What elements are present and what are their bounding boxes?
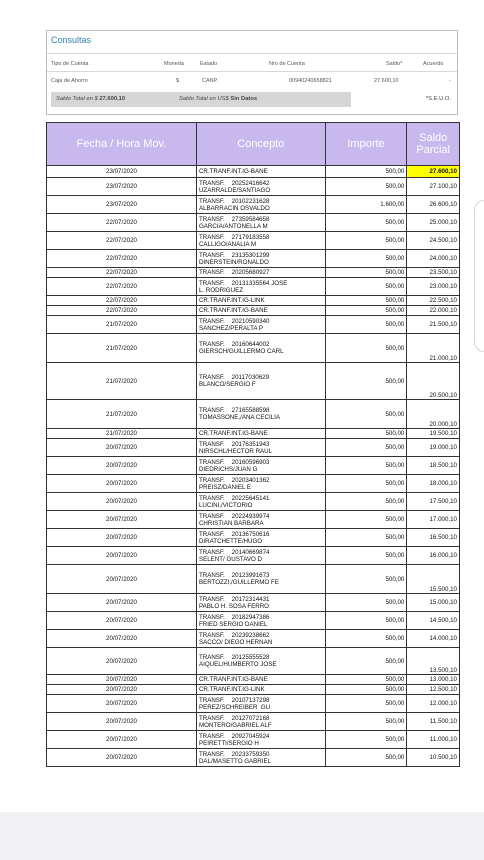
saldo-cell: 17.000,10 bbox=[407, 511, 460, 529]
concepto-cell: TRANSF. 27359584658 GARCIA/ANTONELLA M bbox=[196, 214, 325, 232]
table-row bbox=[47, 296, 460, 306]
fecha-cell: 20/07/2020 bbox=[47, 685, 197, 695]
header-moneda: Moneda bbox=[164, 61, 184, 67]
consultas-title: Consultas bbox=[51, 35, 92, 45]
header-saldo-parcial: Saldo Parcial bbox=[407, 123, 460, 166]
header-concepto: Concepto bbox=[196, 123, 325, 166]
importe-cell: 500,00 bbox=[325, 334, 407, 363]
concepto-cell: TRANSF. 20239238662 SACCO/ DIEGO HERNAN bbox=[196, 630, 325, 648]
saldo-cell: 21.000,10 bbox=[407, 334, 460, 363]
saldo-cell: 12.000,10 bbox=[407, 695, 460, 713]
importe-cell: 500,00 bbox=[325, 695, 407, 713]
movements-table-wrap bbox=[46, 122, 460, 767]
concepto-cell: TRANSF. 20203401362 PREISZ/DANIEL E bbox=[196, 475, 325, 493]
table-body bbox=[47, 166, 460, 767]
importe-cell: 500,00 bbox=[325, 675, 407, 685]
fecha-cell: 22/07/2020 bbox=[47, 278, 197, 296]
table-row bbox=[47, 429, 460, 439]
importe-cell: 500,00 bbox=[325, 232, 407, 250]
importe-cell: 500,00 bbox=[325, 565, 407, 594]
table-row bbox=[47, 695, 460, 713]
saldo-cell: 16.500,10 bbox=[407, 529, 460, 547]
fecha-cell: 20/07/2020 bbox=[47, 547, 197, 565]
fecha-cell: 22/07/2020 bbox=[47, 306, 197, 316]
saldo-cell: 24.000,10 bbox=[407, 250, 460, 268]
table-row bbox=[47, 493, 460, 511]
saldo-cell: 14.500,10 bbox=[407, 612, 460, 630]
saldo-cell: 26.600,10 bbox=[407, 196, 460, 214]
fecha-cell: 22/07/2020 bbox=[47, 232, 197, 250]
table-row bbox=[47, 565, 460, 594]
concepto-cell: TRANSF. 20123991673 BERTOZZI,/GUILLERMO FE bbox=[196, 565, 325, 594]
table-row bbox=[47, 731, 460, 749]
saldo-cell: 15.000,10 bbox=[407, 594, 460, 612]
concepto-cell: TRANSF. 20182947386 FRIED SERGIO DANIEL bbox=[196, 612, 325, 630]
concepto-cell: TRANSF. 20233759350 DAL/MASETTO GABRIEL bbox=[196, 749, 325, 767]
fecha-cell: 20/07/2020 bbox=[47, 648, 197, 675]
importe-cell: 500,00 bbox=[325, 268, 407, 278]
account-acuerdo: - bbox=[449, 78, 451, 84]
saldo-cell: 14.000,10 bbox=[407, 630, 460, 648]
concepto-cell: TRANSF. 20127072168 MONTERO/GABRIEL ALF bbox=[196, 713, 325, 731]
fecha-cell: 20/07/2020 bbox=[47, 749, 197, 767]
table-row bbox=[47, 439, 460, 457]
importe-cell: 500,00 bbox=[325, 306, 407, 316]
saldo-cell: 17.500,10 bbox=[407, 493, 460, 511]
table-row bbox=[47, 630, 460, 648]
saldo-total-pesos: Saldo Total en $ 27.600,10 bbox=[56, 96, 126, 102]
concepto-cell: TRANSF. 20125555528 AIQUEL/HUMBERTO JOSE bbox=[196, 648, 325, 675]
saldo-cell: 18.000,10 bbox=[407, 475, 460, 493]
importe-cell: 500,00 bbox=[325, 612, 407, 630]
concepto-cell: TRANSF. 20107137298 PEREZ/SCHREIBER GU bbox=[196, 695, 325, 713]
concepto-cell: TRANSF. 20117030629 BLANCO/SERGIO F bbox=[196, 363, 325, 400]
importe-cell: 500,00 bbox=[325, 439, 407, 457]
saldo-cell: 22.000,10 bbox=[407, 306, 460, 316]
concepto-cell: TRANSF. 20252416642 UZARRALDE/SANTIAGO bbox=[196, 178, 325, 196]
importe-cell: 500,00 bbox=[325, 713, 407, 731]
fecha-cell: 20/07/2020 bbox=[47, 457, 197, 475]
account-moneda: $ bbox=[176, 78, 180, 84]
fecha-cell: 20/07/2020 bbox=[47, 675, 197, 685]
fecha-cell: 23/07/2020 bbox=[47, 166, 197, 178]
concepto-cell: CR.TRANF.INT.IG-LINK bbox=[196, 685, 325, 695]
fecha-cell: 20/07/2020 bbox=[47, 612, 197, 630]
saldo-cell: 19.000,10 bbox=[407, 439, 460, 457]
concepto-cell: TRANSF. 20136750616 DIRATCHETTE/HUGO bbox=[196, 529, 325, 547]
fecha-cell: 21/07/2020 bbox=[47, 334, 197, 363]
table-row bbox=[47, 511, 460, 529]
concepto-cell: TRANSF. 20927045924 PEIRETTI/SERGIO H bbox=[196, 731, 325, 749]
account-estado: CANP bbox=[202, 78, 218, 84]
concepto-cell: TRANSF. 20224939974 CHRISTIAN BARBARA bbox=[196, 511, 325, 529]
importe-cell: 500,00 bbox=[325, 511, 407, 529]
fecha-cell: 23/07/2020 bbox=[47, 178, 197, 196]
saldo-cell: 24.500,10 bbox=[407, 232, 460, 250]
seuo-note: *S.E.U.O. bbox=[425, 96, 451, 102]
table-row bbox=[47, 400, 460, 429]
scroll-handle[interactable] bbox=[474, 200, 484, 352]
saldo-cell: 16.000,10 bbox=[407, 547, 460, 565]
concepto-cell: TRANSF. 20225645141 LUCINI,/VICTORIO bbox=[196, 493, 325, 511]
table-row bbox=[47, 278, 460, 296]
fecha-cell: 20/07/2020 bbox=[47, 475, 197, 493]
fecha-cell: 22/07/2020 bbox=[47, 268, 197, 278]
consultas-panel bbox=[46, 30, 458, 115]
importe-cell: 500,00 bbox=[325, 178, 407, 196]
saldo-cell: 23.500,10 bbox=[407, 268, 460, 278]
concepto-cell: TRANSF. 20160644002 GIERSCH/GUILLERMO CARL bbox=[196, 334, 325, 363]
table-row bbox=[47, 334, 460, 363]
table-header-row bbox=[47, 123, 460, 166]
saldo-cell: 13.500,10 bbox=[407, 648, 460, 675]
importe-cell: 500,00 bbox=[325, 475, 407, 493]
fecha-cell: 20/07/2020 bbox=[47, 493, 197, 511]
saldo-cell: 10.500,10 bbox=[407, 749, 460, 767]
account-nro: 00940240658821 bbox=[289, 78, 332, 84]
fecha-cell: 22/07/2020 bbox=[47, 296, 197, 306]
concepto-cell: TRANSF. 20210590340 SANCHEZ/PERALTA P bbox=[196, 316, 325, 334]
saldo-total-usd: Saldo Total en US$ Sin Datos bbox=[179, 96, 258, 102]
importe-cell: 500,00 bbox=[325, 316, 407, 334]
fecha-cell: 21/07/2020 bbox=[47, 316, 197, 334]
concepto-cell: CR.TRANF.INT.IG-BANE bbox=[196, 429, 325, 439]
importe-cell: 500,00 bbox=[325, 547, 407, 565]
concepto-cell: TRANSF. 20160596903 DIEDRICHS/JUAN G bbox=[196, 457, 325, 475]
importe-cell: 500,00 bbox=[325, 529, 407, 547]
table-row bbox=[47, 363, 460, 400]
table-row bbox=[47, 196, 460, 214]
fecha-cell: 22/07/2020 bbox=[47, 214, 197, 232]
saldo-total-bar bbox=[51, 92, 351, 107]
importe-cell: 500,00 bbox=[325, 250, 407, 268]
concepto-cell: CR.TRANF.INT.IG-BANE bbox=[196, 166, 325, 178]
saldo-cell: 22.500,10 bbox=[407, 296, 460, 306]
header-acuerdo: Acuerdo bbox=[423, 61, 444, 67]
saldo-cell: 25.000,10 bbox=[407, 214, 460, 232]
fecha-cell: 21/07/2020 bbox=[47, 400, 197, 429]
concepto-cell: TRANSF. 20176351943 NIRSCHL/HECTOR RAUL bbox=[196, 439, 325, 457]
fecha-cell: 20/07/2020 bbox=[47, 695, 197, 713]
table-row bbox=[47, 316, 460, 334]
concepto-cell: CR.TRANF.INT.IG-BANE bbox=[196, 306, 325, 316]
fecha-cell: 22/07/2020 bbox=[47, 250, 197, 268]
concepto-cell: TRANSF. 20131335564 JOSE L. RODRIGUEZ bbox=[196, 278, 325, 296]
concepto-cell: TRANSF. 23135301299 DINERSTEIN/RONALDO bbox=[196, 250, 325, 268]
concepto-cell: TRANSF. 27179183558 CALLIGO/ANALIA M bbox=[196, 232, 325, 250]
table-row bbox=[47, 306, 460, 316]
concepto-cell: TRANSF. 20102231628 ALBARRACIN OSVALDO bbox=[196, 196, 325, 214]
header-nro: Nro de Cuenta bbox=[269, 61, 305, 67]
movements-table bbox=[46, 122, 460, 767]
saldo-cell: 11.500,10 bbox=[407, 713, 460, 731]
table-row bbox=[47, 594, 460, 612]
saldo-cell: 11.000,10 bbox=[407, 731, 460, 749]
saldo-cell: 19.500,10 bbox=[407, 429, 460, 439]
saldo-cell: 27.100,10 bbox=[407, 178, 460, 196]
divider bbox=[47, 71, 457, 72]
importe-cell: 500,00 bbox=[325, 493, 407, 511]
importe-cell: 500,00 bbox=[325, 363, 407, 400]
fecha-cell: 20/07/2020 bbox=[47, 594, 197, 612]
table-row bbox=[47, 166, 460, 178]
header-tipo: Tipo de Cuenta bbox=[51, 61, 89, 67]
table-row bbox=[47, 214, 460, 232]
concepto-cell: TRANSF. 20172314431 PABLO H. SOSA FERRO bbox=[196, 594, 325, 612]
saldo-cell: 13.000,10 bbox=[407, 675, 460, 685]
concepto-cell: TRANSF. 27165588598 TOMASSONE,/ANA CECILIA bbox=[196, 400, 325, 429]
importe-cell: 500,00 bbox=[325, 648, 407, 675]
table-row bbox=[47, 250, 460, 268]
saldo-cell: 20.000,10 bbox=[407, 400, 460, 429]
concepto-cell: TRANSF. 20140669874 SELENT/ GUSTAVO D bbox=[196, 547, 325, 565]
table-row bbox=[47, 232, 460, 250]
importe-cell: 500,00 bbox=[325, 594, 407, 612]
fecha-cell: 20/07/2020 bbox=[47, 731, 197, 749]
table-row bbox=[47, 612, 460, 630]
importe-cell: 500,00 bbox=[325, 630, 407, 648]
saldo-cell: 21.500,10 bbox=[407, 316, 460, 334]
importe-cell: 500,00 bbox=[325, 457, 407, 475]
fecha-cell: 20/07/2020 bbox=[47, 511, 197, 529]
fecha-cell: 20/07/2020 bbox=[47, 565, 197, 594]
concepto-cell: TRANSF. 20205680927 bbox=[196, 268, 325, 278]
importe-cell: 500,00 bbox=[325, 166, 407, 178]
header-saldo: Saldo* bbox=[386, 61, 403, 67]
importe-cell: 1.600,00 bbox=[325, 196, 407, 214]
table-row bbox=[47, 675, 460, 685]
table-row bbox=[47, 749, 460, 767]
importe-cell: 500,00 bbox=[325, 296, 407, 306]
fecha-cell: 20/07/2020 bbox=[47, 630, 197, 648]
table-row bbox=[47, 457, 460, 475]
importe-cell: 500,00 bbox=[325, 685, 407, 695]
importe-cell: 500,00 bbox=[325, 429, 407, 439]
importe-cell: 500,00 bbox=[325, 749, 407, 767]
table-row bbox=[47, 529, 460, 547]
fecha-cell: 21/07/2020 bbox=[47, 429, 197, 439]
importe-cell: 500,00 bbox=[325, 400, 407, 429]
saldo-cell: 27.600,10 bbox=[407, 166, 460, 178]
table-row bbox=[47, 685, 460, 695]
table-row bbox=[47, 475, 460, 493]
header-importe: Importe bbox=[325, 123, 407, 166]
importe-cell: 500,00 bbox=[325, 214, 407, 232]
saldo-cell: 12.500,10 bbox=[407, 685, 460, 695]
saldo-cell: 15.500,10 bbox=[407, 565, 460, 594]
table-row bbox=[47, 268, 460, 278]
divider bbox=[47, 53, 457, 54]
table-row bbox=[47, 547, 460, 565]
importe-cell: 500,00 bbox=[325, 278, 407, 296]
header-estado: Estado bbox=[200, 61, 218, 67]
saldo-cell: 20.500,10 bbox=[407, 363, 460, 400]
fecha-cell: 20/07/2020 bbox=[47, 529, 197, 547]
fecha-cell: 23/07/2020 bbox=[47, 196, 197, 214]
table-row bbox=[47, 713, 460, 731]
concepto-cell: CR.TRANF.INT.IG-LINK bbox=[196, 296, 325, 306]
table-row bbox=[47, 648, 460, 675]
table-row bbox=[47, 178, 460, 196]
saldo-cell: 23.000,10 bbox=[407, 278, 460, 296]
concepto-cell: CR.TRANF.INT.IG-BANE bbox=[196, 675, 325, 685]
saldo-cell: 18.500,10 bbox=[407, 457, 460, 475]
header-fecha: Fecha / Hora Mov. bbox=[47, 123, 197, 166]
account-saldo: 27.600,10 bbox=[374, 78, 399, 84]
fecha-cell: 20/07/2020 bbox=[47, 439, 197, 457]
fecha-cell: 21/07/2020 bbox=[47, 363, 197, 400]
account-tipo: Caja de Ahorro bbox=[51, 78, 88, 84]
importe-cell: 500,00 bbox=[325, 731, 407, 749]
fecha-cell: 20/07/2020 bbox=[47, 713, 197, 731]
